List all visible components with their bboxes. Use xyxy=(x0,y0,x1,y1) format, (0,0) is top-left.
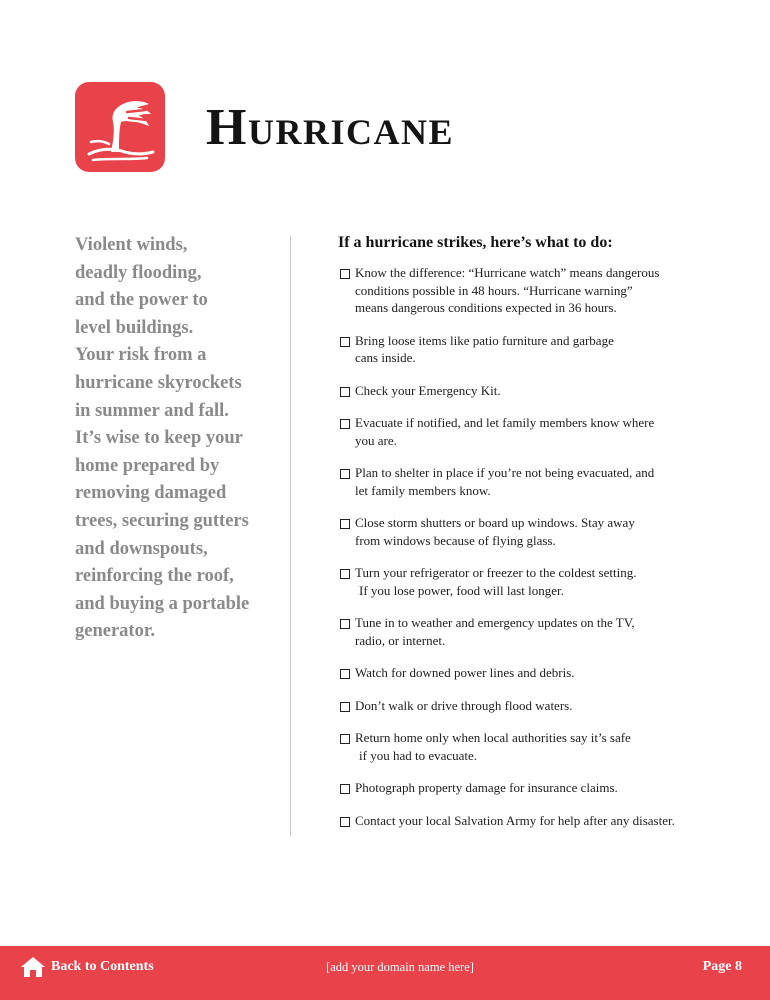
intro-line: Violent winds, xyxy=(75,235,188,255)
checklist-item xyxy=(338,614,738,649)
checklist-item xyxy=(338,264,738,317)
checklist-item xyxy=(338,697,738,715)
checklist-item-text: cans inside. xyxy=(355,350,416,365)
checklist-item-text: Bring loose items like patio furniture and garbage xyxy=(355,332,614,348)
intro-line: deadly flooding, xyxy=(75,262,202,283)
intro-line: and the power to xyxy=(75,290,208,311)
domain-placeholder: [add your domain name here] xyxy=(326,960,474,974)
checklist-item xyxy=(338,464,738,499)
checklist-item xyxy=(338,514,738,549)
intro-line: Your risk from a xyxy=(75,345,207,366)
checklist-item xyxy=(338,382,738,400)
checkbox-icon[interactable] xyxy=(340,469,350,479)
checklist-item-text: Plan to shelter in place if you’re not being evacuated, and xyxy=(355,465,655,480)
footer-bar xyxy=(0,946,770,1000)
intro-line: trees, securing gutters xyxy=(75,510,249,531)
checklist-item-text: Return home only when local authorities say it’s safe xyxy=(355,730,631,745)
checklist-heading: If a hurricane strikes, here’s what to do: xyxy=(338,234,613,251)
checklist-item xyxy=(338,664,738,682)
hurricane-icon xyxy=(75,82,165,172)
checklist-item xyxy=(338,779,738,797)
intro-line: reinforcing the roof, xyxy=(75,566,234,587)
checkbox-icon[interactable] xyxy=(340,702,350,712)
checklist-item-text: Check your Emergency Kit. xyxy=(355,382,501,398)
checklist-item-text: Photograph property damage for insurance claims. xyxy=(355,780,618,795)
intro-line: It’s wise to keep your xyxy=(75,428,243,449)
intro-line: generator. xyxy=(75,621,155,642)
checklist-item-text: if you had to evacuate. xyxy=(359,747,478,763)
checkbox-icon[interactable] xyxy=(340,569,350,579)
hurricane-logo-tile xyxy=(75,82,165,172)
page-number: Page 8 xyxy=(702,959,742,974)
checklist-item-text: from windows because of flying glass. xyxy=(355,532,556,548)
checklist-item-text: If you lose power, food will last longer. xyxy=(359,582,564,598)
checkbox-icon[interactable] xyxy=(340,387,350,397)
intro-line: home prepared by xyxy=(75,455,220,476)
checklist-item-text: let family members know. xyxy=(355,482,491,498)
column-divider xyxy=(290,236,291,836)
checklist-item-text: Close storm shutters or board up windows. Stay away xyxy=(355,515,635,530)
checklist-item xyxy=(338,812,738,830)
intro-line: removing damaged xyxy=(75,483,227,504)
checklist-item-text: Evacuate if notified, and let family members know where xyxy=(355,415,655,430)
intro-line: and downspouts, xyxy=(75,538,208,559)
checklist-item xyxy=(338,729,738,764)
checkbox-icon[interactable] xyxy=(340,337,350,347)
intro-line: in summer and fall. xyxy=(75,400,229,421)
intro-text xyxy=(75,232,275,646)
checkbox-icon[interactable] xyxy=(340,734,350,744)
checklist-item xyxy=(338,414,738,449)
intro-line: level buildings. xyxy=(75,317,194,338)
checklist-item-text: you are. xyxy=(355,432,397,448)
checklist-item-text: Don’t walk or drive through flood waters. xyxy=(355,697,573,713)
checklist-item-text: Know the difference: “Hurricane watch” means dangerous xyxy=(355,265,660,280)
checklist-item-text: conditions possible in 48 hours. “Hurricane warning” xyxy=(355,282,633,298)
checkbox-icon[interactable] xyxy=(340,669,350,679)
intro-line: hurricane skyrockets xyxy=(75,372,242,393)
intro-line: and buying a portable xyxy=(75,593,250,614)
checklist-item-text: radio, or internet. xyxy=(355,632,446,648)
checkbox-icon[interactable] xyxy=(340,269,350,279)
checklist-item-text: Contact your local Salvation Army for help after any disaster. xyxy=(355,812,675,828)
checklist-item xyxy=(338,332,738,367)
checklist-item-text: means dangerous conditions expected in 36 hours. xyxy=(355,300,617,315)
checklist-item xyxy=(338,564,738,599)
checklist-item-text: Turn your refrigerator or freezer to the coldest setting. xyxy=(355,565,637,580)
page-title: Hurricane xyxy=(206,99,454,156)
checkbox-icon[interactable] xyxy=(340,784,350,794)
checkbox-icon[interactable] xyxy=(340,619,350,629)
checkbox-icon[interactable] xyxy=(340,519,350,529)
checkbox-icon[interactable] xyxy=(340,419,350,429)
checklist-item-text: Watch for downed power lines and debris. xyxy=(355,665,575,680)
checklist-item-text: Tune in to weather and emergency updates on the TV, xyxy=(355,615,635,630)
back-to-contents-link[interactable]: Back to Contents xyxy=(51,959,154,974)
hurricane-checklist xyxy=(338,230,738,844)
checklist-items xyxy=(338,264,738,829)
checkbox-icon[interactable] xyxy=(340,817,350,827)
